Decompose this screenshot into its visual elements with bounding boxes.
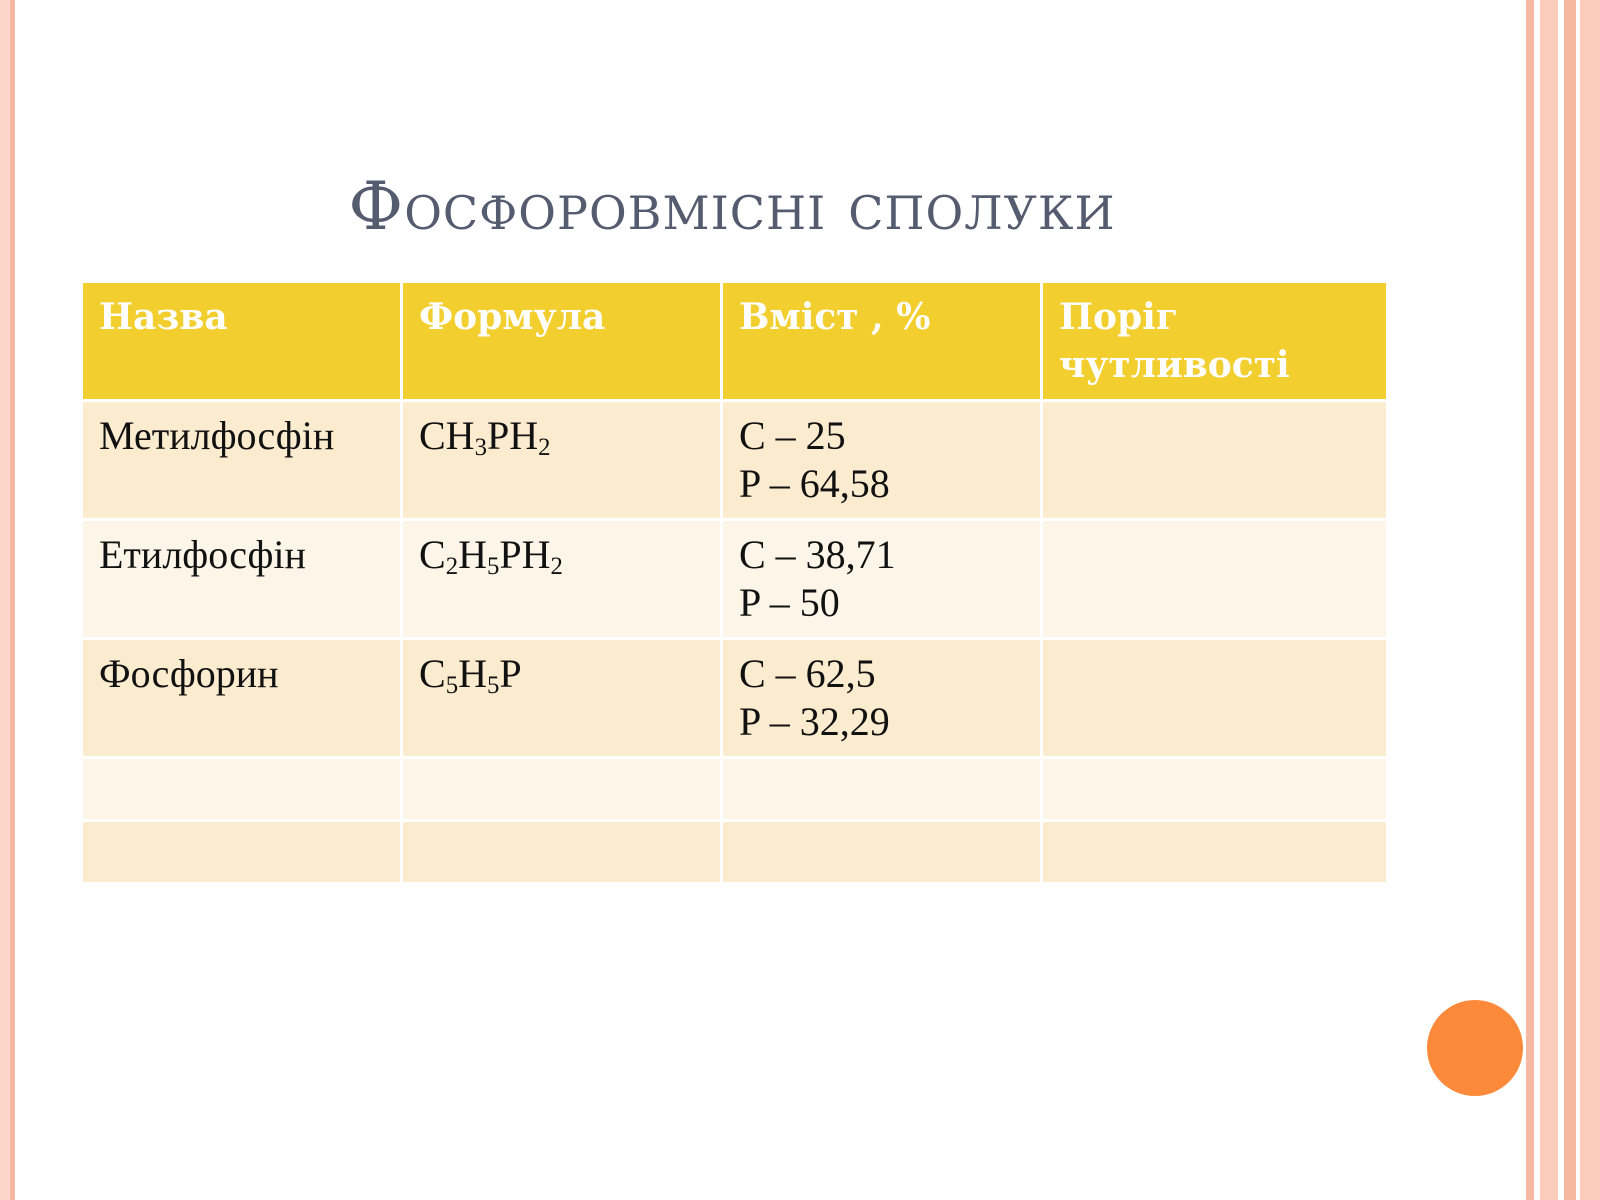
cell-threshold	[1042, 639, 1388, 758]
table-row-empty	[82, 758, 1388, 821]
right-border-stripe	[1564, 0, 1576, 1200]
right-border-stripe	[1540, 0, 1558, 1200]
formula-part: H	[458, 651, 487, 696]
empty-cell	[722, 758, 1042, 821]
right-border-stripe	[1580, 0, 1600, 1200]
cell-content	[722, 520, 1042, 639]
formula-part: PH	[486, 413, 539, 458]
formula-subscript: 2	[538, 434, 551, 462]
cell-name: Фосфорин	[82, 639, 402, 758]
cell-formula	[402, 520, 722, 639]
header-content: Вміст , %	[722, 282, 1042, 401]
cell-formula	[402, 401, 722, 520]
cell-name: Етилфосфін	[82, 520, 402, 639]
header-threshold: Поріг чутливості	[1042, 282, 1388, 401]
cell-content	[722, 401, 1042, 520]
empty-cell	[82, 758, 402, 821]
cell-name: Метилфосфін	[82, 401, 402, 520]
right-border-stripe	[1526, 0, 1534, 1200]
header-formula: Формула	[402, 282, 722, 401]
content-phosphorus: P – 64,58	[739, 461, 890, 506]
formula-part: PH	[499, 532, 551, 577]
empty-cell	[1042, 758, 1388, 821]
formula-part: C	[419, 532, 446, 577]
header-name: Назва	[82, 282, 402, 401]
content-carbon: C – 25	[739, 413, 846, 458]
empty-cell	[402, 758, 722, 821]
table-header-row	[82, 282, 1388, 401]
slide-title: Фосфоровмісні сполуки	[348, 168, 1116, 245]
empty-cell	[722, 821, 1042, 884]
orange-circle-decoration	[1427, 1000, 1523, 1096]
left-border-stripe	[0, 0, 10, 1200]
content-phosphorus: P – 50	[739, 580, 840, 625]
formula-part: C	[419, 651, 446, 696]
cell-threshold	[1042, 401, 1388, 520]
content-phosphorus: P – 32,29	[739, 699, 890, 744]
table-row	[82, 520, 1388, 639]
formula-subscript: 2	[550, 553, 563, 581]
cell-content	[722, 639, 1042, 758]
content-carbon: C – 38,71	[739, 532, 896, 577]
formula-part: P	[499, 651, 522, 696]
empty-cell	[1042, 821, 1388, 884]
empty-cell	[402, 821, 722, 884]
table-row-empty	[82, 821, 1388, 884]
content-carbon: C – 62,5	[739, 651, 876, 696]
cell-formula	[402, 639, 722, 758]
formula-subscript: 3	[474, 434, 487, 462]
table-row	[82, 639, 1388, 758]
formula-subscript: 5	[486, 553, 500, 581]
empty-cell	[82, 821, 402, 884]
cell-threshold	[1042, 520, 1388, 639]
compounds-table	[80, 280, 1389, 885]
formula-subscript: 5	[445, 672, 459, 700]
formula-part: CH	[419, 413, 475, 458]
formula-subscript: 2	[445, 553, 459, 581]
formula-subscript: 5	[486, 672, 500, 700]
left-border-gap	[15, 0, 22, 1200]
formula-part: H	[458, 532, 487, 577]
table-row	[82, 401, 1388, 520]
